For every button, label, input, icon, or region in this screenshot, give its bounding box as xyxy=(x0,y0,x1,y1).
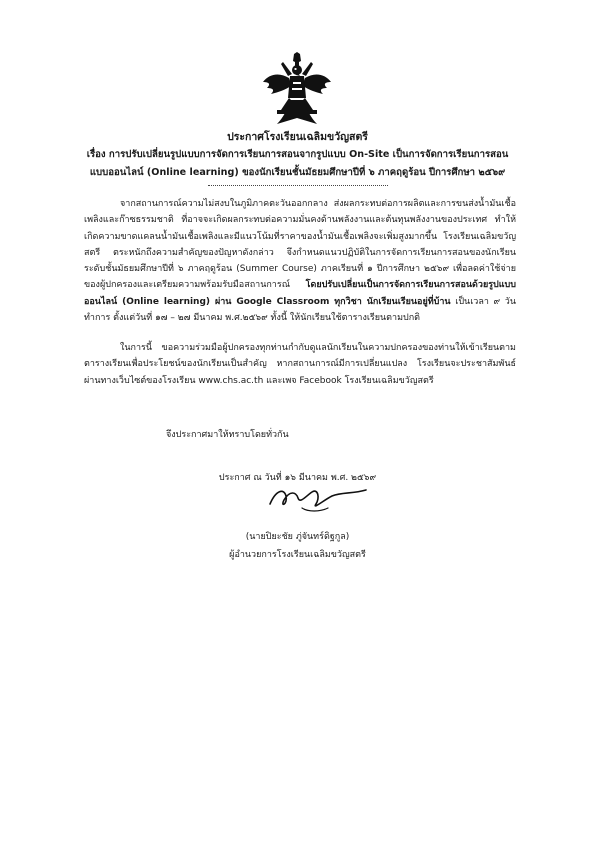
paragraph-2-text: ในการนี้ ขอความร่วมมือผู้ปกครองทุกท่านกำกับดูแลนักเรียนในความปกครองของท่านให้เข้าเรียนตามตารางเรียนเพื่อประโยชน์ของนักเรียนเป็นสำคัญ หากสถานการณ์มีการเปลี่ยนแปลง โรงเรียนจะประชาสัมพันธ์ผ่านทางเว็บไซต์ของโรงเรียน www.chs.ac.th และเพจ Facebook โรงเรียนเฉลิมขวัญสตรี xyxy=(84,343,516,386)
announcement-date: ประกาศ ณ วันที่ ๑๖ มีนาคม พ.ศ. ๒๕๖๙ xyxy=(218,473,377,483)
garuda-emblem-icon xyxy=(261,52,333,126)
paragraph-1-emphasis: โดยปรับเปลี่ยนเป็นการจัดการเรียนการสอนด้วยรูปแบบออนไลน์ (Online learning) ผ่าน Google Classroom ทุกวิชา นักเรียนเรียนอยู่ที่บ้าน xyxy=(84,280,516,307)
signer-title: ผู้อำนวยการโรงเรียนเฉลิมขวัญสตรี xyxy=(229,550,366,560)
signer-name: (นายปิยะชัย ภู่จันทร์ดิฐกูล) xyxy=(245,532,350,542)
body-paragraph-2 xyxy=(84,340,516,389)
paragraph-1-tail: เป็นเวลา ๙ วันทำการ ตั้งแต่วันที่ ๑๗ – ๒๗ มีนาคม พ.ศ.๒๕๖๙ ทั้งนี้ ให้นักเรียนใช้ตารางเรียนตามปกติ xyxy=(84,296,516,324)
header-divider xyxy=(208,185,388,186)
subject-line-1: เรื่อง การปรับเปลี่ยนรูปแบบการจัดการเรียนการสอนจากรูปแบบ On-Site เป็นการจัดการเรียนการสอน xyxy=(86,149,509,160)
body-paragraph-1 xyxy=(84,196,516,326)
announcement-header xyxy=(40,130,555,186)
announcement-title: ประกาศโรงเรียนเฉลิมขวัญสตรี xyxy=(227,131,368,143)
subject-line-2: แบบออนไลน์ (Online learning) ของนักเรียนชั้นมัธยมศึกษาปีที่ ๖ ภาคฤดูร้อน ปีการศึกษา ๒๕๖๙ xyxy=(89,167,506,178)
paragraph-1-text: จากสถานการณ์ความไม่สงบในภูมิภาคตะวันออกกลาง ส่งผลกระทบต่อการผลิตและการขนส่งน้ำมันเชื้อเพลิงและก๊าซธรรมชาติ ที่อาจจะเกิดผลกระทบต่อความมั่นคงด้านพลังงานและต้นทุนพลังงานของประเทศ ทำให้เกิดความขาดแคลนน้ำมันเชื้อเพลิงและมีแนวโน้มที่ราคาของน้ำมันเชื้อเพลิงจะเพิ่มสูงมากขึ้น โรงเรียนเฉลิมขวัญสตรี ตระหนักถึงความสำคัญของปัญหาดังกล่าว จึงกำหนดแนวปฏิบัติในการจัดการเรียนการสอนของนักเรียนระดับชั้นมัธยมศึกษาปีที่ ๖ ภาคฤดูร้อน (Summer Course) ภาคเรียนที่ ๑ ปีการศึกษา ๒๕๖๙ เพื่อลดค่าใช้จ่ายของผู้ปกครองและเตรียมความพร้อมรับมือสถานการณ์ xyxy=(84,199,516,291)
closing-statement: จึงประกาศมาให้ทราบโดยทั่วกัน xyxy=(166,430,289,440)
signature-icon xyxy=(262,482,372,516)
